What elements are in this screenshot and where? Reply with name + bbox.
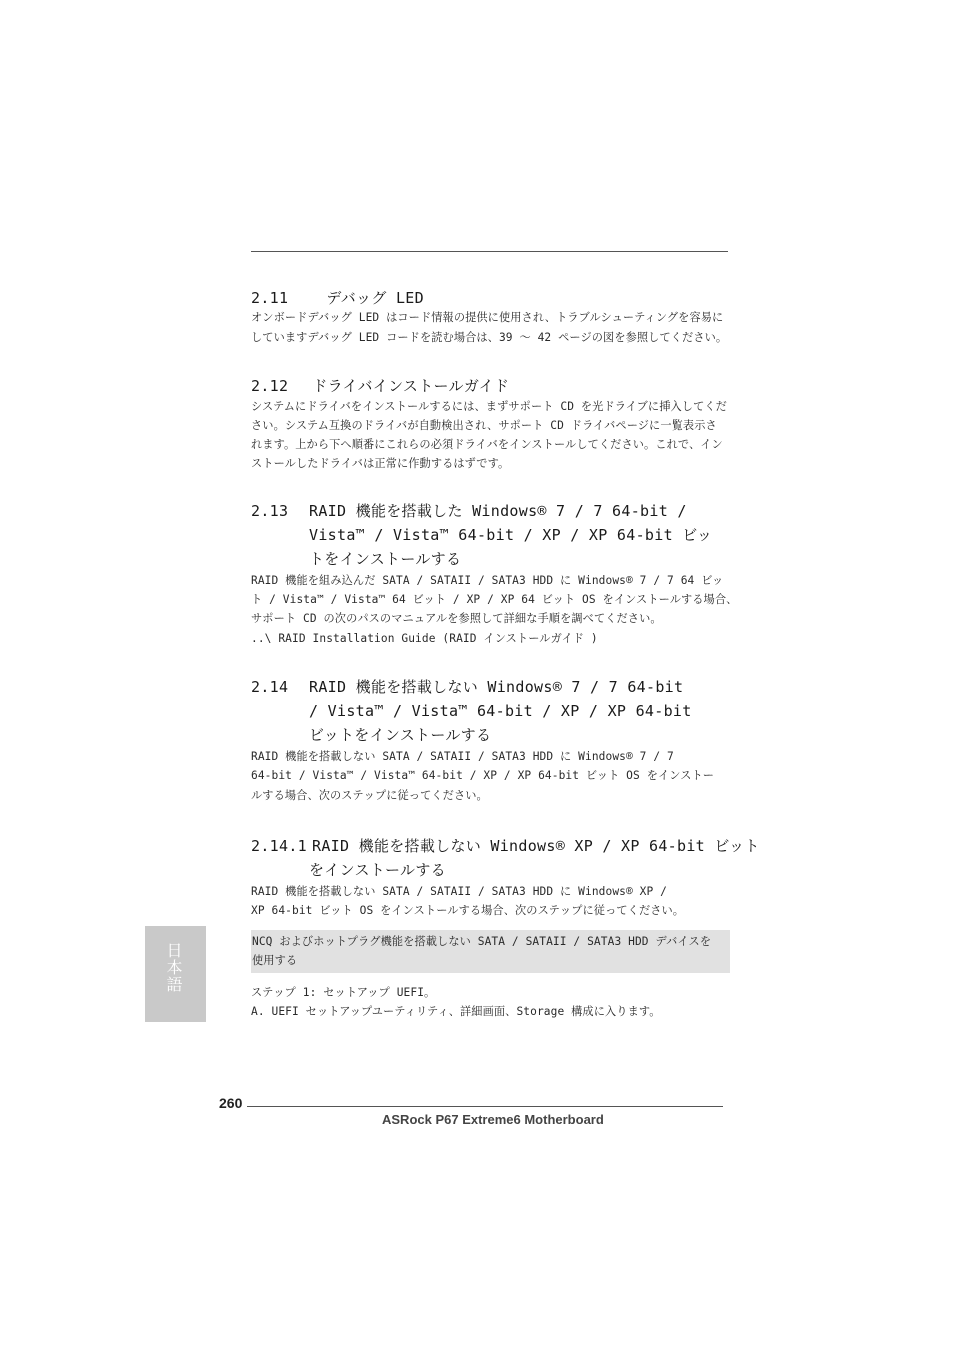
section-number: 2.12 bbox=[251, 377, 289, 395]
body-line: ストールしたドライバは正常に作動するはずです。 bbox=[251, 457, 510, 470]
section-title-line: RAID 機能を搭載した Windows® 7 / 7 64-bit / bbox=[309, 502, 687, 520]
note-line: 使用する bbox=[252, 954, 298, 967]
section-title-line: ビットをインストールする bbox=[309, 726, 492, 744]
body-line: サポート CD の次のパスのマニュアルを参照して詳細な手順を調べてください。 bbox=[251, 612, 662, 625]
body-line: ト / Vista™ / Vista™ 64 ビット / XP / XP 64 ビット OS をインストールする場合、 bbox=[251, 593, 738, 606]
raid-guide-path: ..\ RAID Installation Guide (RAID インストールガイド ) bbox=[251, 632, 598, 645]
section-title-line: / Vista™ / Vista™ 64-bit / XP / XP 64-bit bbox=[309, 702, 692, 720]
body-line: システムにドライバをインストールするには、まずサポート CD を光ドライブに挿入してくだ bbox=[251, 400, 727, 413]
section-title-line: RAID 機能を搭載しない Windows® 7 / 7 64-bit bbox=[309, 678, 684, 696]
section-title-line: Vista™ / Vista™ 64-bit / XP / XP 64-bit ビッ bbox=[309, 526, 713, 544]
body-line: RAID 機能を搭載しない SATA / SATAII / SATA3 HDD に Windows® 7 / 7 bbox=[251, 750, 674, 763]
footer-rule bbox=[247, 1106, 723, 1107]
step-line: ステップ 1: セットアップ UEFI。 bbox=[251, 986, 436, 999]
note-box bbox=[251, 930, 730, 973]
section-number-2-13: 2.13 bbox=[251, 502, 289, 520]
body-line: さい。システム互換のドライバが自動検出され、サポート CD ドライバページに一覧表示さ bbox=[251, 419, 717, 432]
step-line: A. UEFI セットアップユーティリティ、詳細画面、Storage 構成に入ります。 bbox=[251, 1005, 661, 1018]
header-rule bbox=[251, 251, 728, 252]
body-line: 64-bit / Vista™ / Vista™ 64-bit / XP / XP 64-bit ビット OS をインストー bbox=[251, 769, 715, 782]
section-number: 2.11 bbox=[251, 289, 289, 307]
language-side-tab bbox=[145, 926, 206, 1022]
body-line: ルする場合、次のステップに従ってください。 bbox=[251, 789, 488, 802]
language-label: 日本語 bbox=[164, 942, 183, 993]
body-line: XP 64-bit ビット OS をインストールする場合、次のステップに従ってください。 bbox=[251, 904, 685, 917]
section-heading-2-11 bbox=[251, 287, 424, 308]
section-number-2-14: 2.14 bbox=[251, 678, 289, 696]
section-heading-2-12 bbox=[251, 375, 509, 396]
section-title-line: をインストールする bbox=[309, 861, 446, 879]
section-number-2-14-1: 2.14.1 bbox=[251, 837, 307, 855]
section-title-line: RAID 機能を搭載しない Windows® XP / XP 64-bit ビット bbox=[312, 837, 760, 855]
body-line: RAID 機能を搭載しない SATA / SATAII / SATA3 HDD に Windows® XP / bbox=[251, 885, 668, 898]
body-line: RAID 機能を組み込んだ SATA / SATAII / SATA3 HDD に Windows® 7 / 7 64 ビッ bbox=[251, 574, 724, 587]
section-title-line: トをインストールする bbox=[309, 550, 462, 568]
body-line: れます。上から下へ順番にこれらの必須ドライバをインストールしてください。これで、イン bbox=[251, 438, 723, 451]
page-number: 260 bbox=[219, 1095, 243, 1111]
footer-title: ASRock P67 Extreme6 Motherboard bbox=[382, 1112, 604, 1127]
note-line: NCQ およびホットプラグ機能を搭載しない SATA / SATAII / SATA3 HDD デバイスを bbox=[252, 935, 712, 948]
body-line: していますデバッグ LED コードを読む場合は、39 ～ 42 ページの図を参照してください。 bbox=[251, 331, 728, 344]
section-title: ドライバインストールガイド bbox=[312, 377, 510, 395]
section-title: デバッグ LED bbox=[326, 289, 424, 307]
body-line: オンボードデバッグ LED はコード情報の提供に使用され、トラブルシューティングを容易に bbox=[251, 311, 724, 324]
